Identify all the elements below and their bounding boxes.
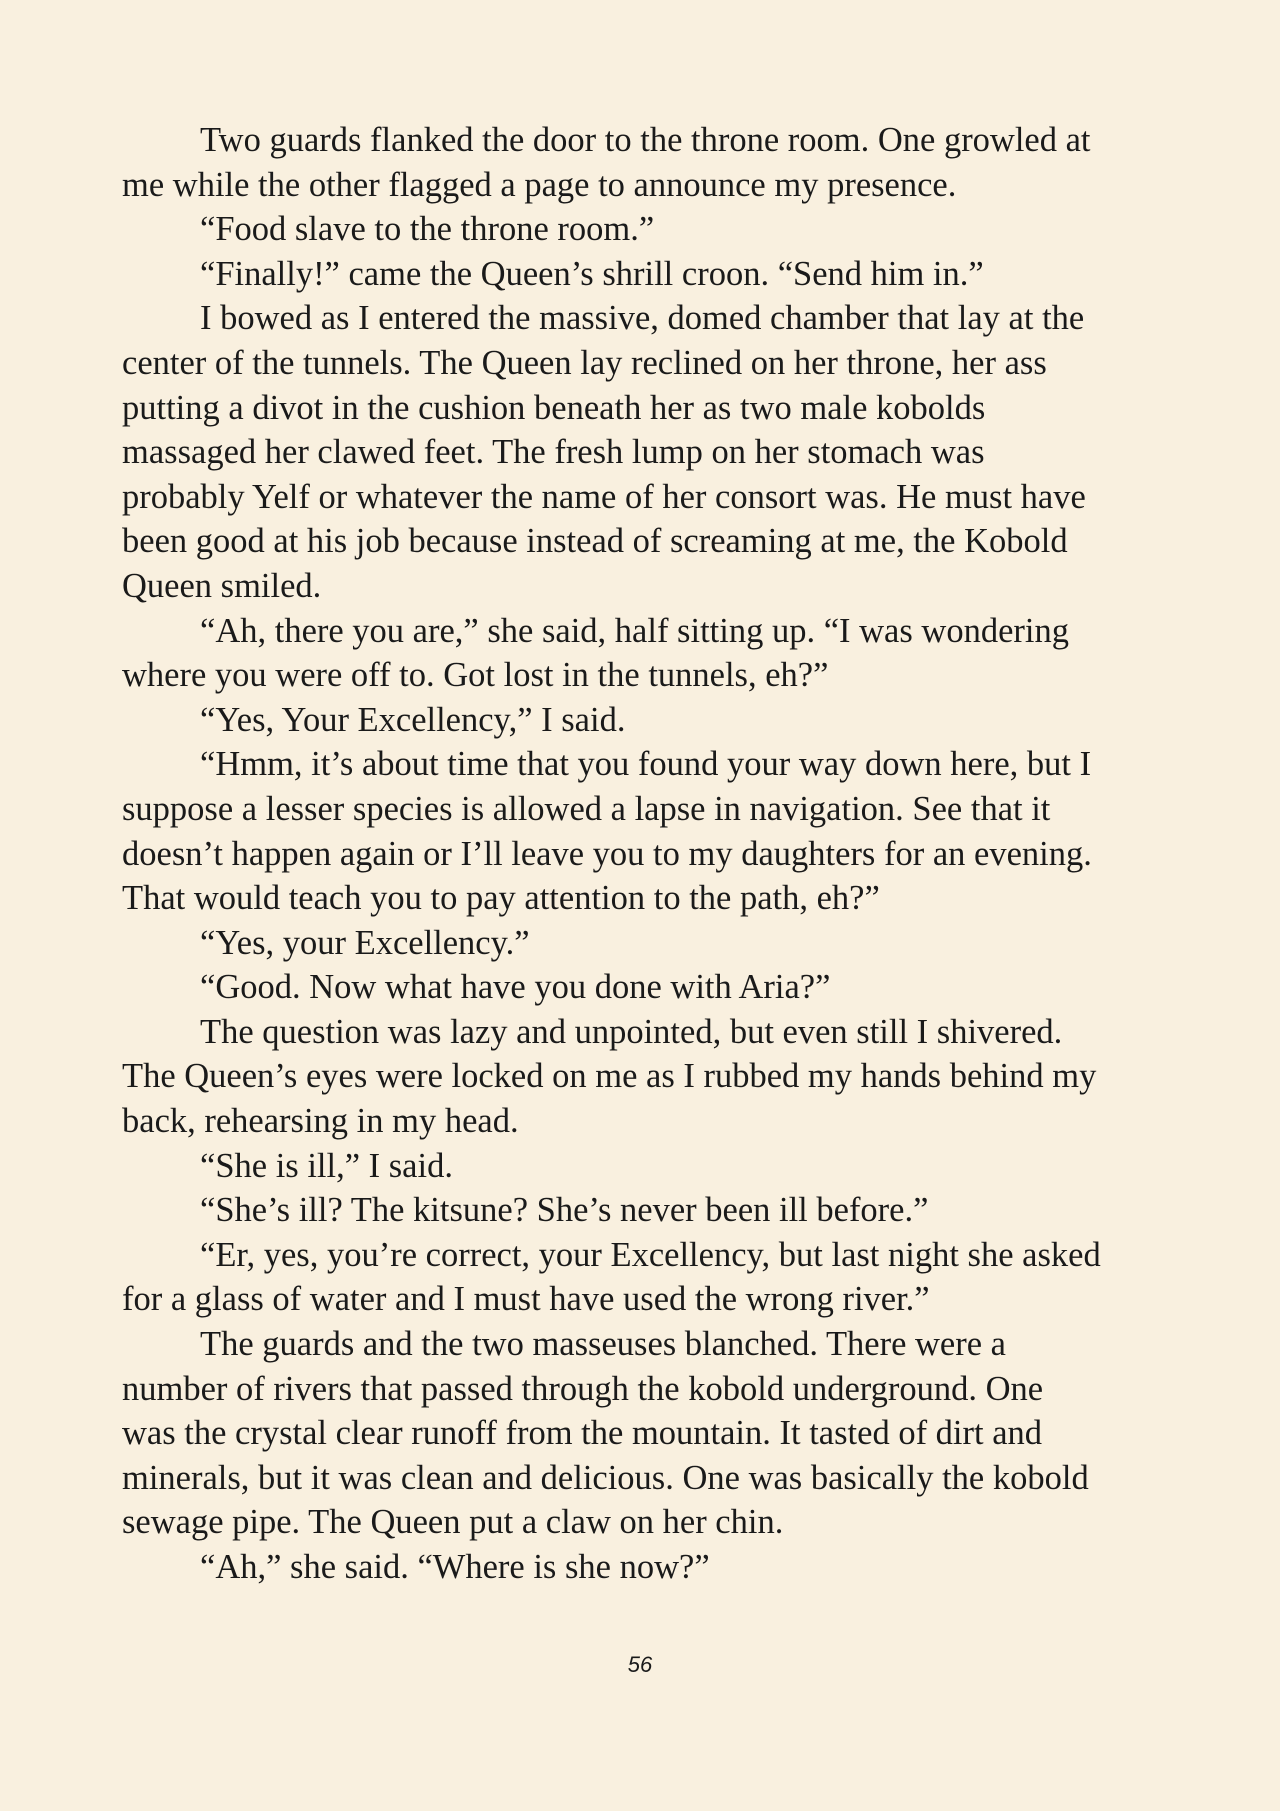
text-line: probably Yelf or whatever the name of her consort was. He must have	[122, 477, 1086, 516]
text-line: “She’s ill? The kitsune? She’s never been ill before.”	[200, 1191, 929, 1230]
paragraph	[122, 207, 1162, 252]
text-line: sewage pipe. The Queen put a claw on her chin.	[122, 1503, 784, 1542]
text-line: minerals, but it was clean and delicious. One was basically the kobold	[122, 1458, 1089, 1497]
page-number: 56	[627, 1652, 653, 1677]
paragraph	[122, 965, 1162, 1010]
paragraph	[122, 921, 1162, 966]
paragraph	[122, 1144, 1162, 1189]
text-line: “Hmm, it’s about time that you found your way down here, but I	[200, 745, 1092, 784]
text-line: “Er, yes, you’re correct, your Excellency, but last night she asked	[200, 1235, 1101, 1274]
paragraph	[122, 1233, 1162, 1322]
text-line: for a glass of water and I must have used the wrong river.”	[122, 1280, 930, 1319]
text-line: doesn’t happen again or I’ll leave you to my daughters for an evening.	[122, 834, 1092, 873]
paragraph	[122, 1545, 1162, 1590]
paragraph	[122, 1322, 1162, 1545]
text-line: was the crystal clear runoff from the mountain. It tasted of dirt and	[122, 1414, 1043, 1453]
paragraph	[122, 609, 1162, 698]
text-line: “Yes, Your Excellency,” I said.	[200, 700, 626, 739]
text-line: number of rivers that passed through the kobold underground. One	[122, 1369, 1044, 1408]
text-line: That would teach you to pay attention to the path, eh?”	[122, 879, 880, 918]
text-line: putting a divot in the cushion beneath her as two male kobolds	[122, 388, 986, 427]
paragraph	[122, 118, 1162, 207]
text-line: back, rehearsing in my head.	[122, 1102, 519, 1141]
text-line: The guards and the two masseuses blanched. There were a	[200, 1325, 1006, 1364]
text-line: “Yes, your Excellency.”	[200, 923, 530, 962]
text-line: The question was lazy and unpointed, but even still I shivered.	[200, 1012, 1063, 1051]
text-line: Two guards flanked the door to the throne room. One growled at	[200, 121, 1091, 159]
text-line: “Finally!” came the Queen’s shrill croon. “Send him in.”	[200, 254, 984, 293]
text-line: Queen smiled.	[122, 566, 322, 605]
paragraph	[122, 1010, 1162, 1144]
text-line: center of the tunnels. The Queen lay reclined on her throne, her ass	[122, 343, 1047, 382]
text-line: “Ah,” she said. “Where is she now?”	[200, 1548, 710, 1586]
text-line: “She is ill,” I said.	[200, 1146, 453, 1185]
text-line: The Queen’s eyes were locked on me as I rubbed my hands behind my	[122, 1057, 1097, 1096]
text-line: massaged her clawed feet. The fresh lump on her stomach was	[122, 433, 985, 472]
paragraph	[122, 742, 1162, 920]
text-line: where you were off to. Got lost in the tunnels, eh?”	[122, 656, 829, 695]
text-line: suppose a lesser species is allowed a lapse in navigation. See that it	[122, 789, 1051, 828]
paragraph	[122, 698, 1162, 743]
text-line: I bowed as I entered the massive, domed chamber that lay at the	[200, 299, 1085, 338]
paragraph	[122, 1188, 1162, 1233]
paragraph	[122, 296, 1162, 608]
text-line: me while the other flagged a page to announce my presence.	[122, 165, 957, 204]
text-line: “Good. Now what have you done with Aria?”	[200, 968, 831, 1007]
text-line: “Ah, there you are,” she said, half sitting up. “I was wondering	[200, 611, 1069, 650]
text-line: been good at his job because instead of screaming at me, the Kobold	[122, 522, 1068, 561]
text-line: “Food slave to the throne room.”	[200, 210, 655, 249]
paragraph	[122, 252, 1162, 297]
body-text	[122, 118, 1162, 1590]
